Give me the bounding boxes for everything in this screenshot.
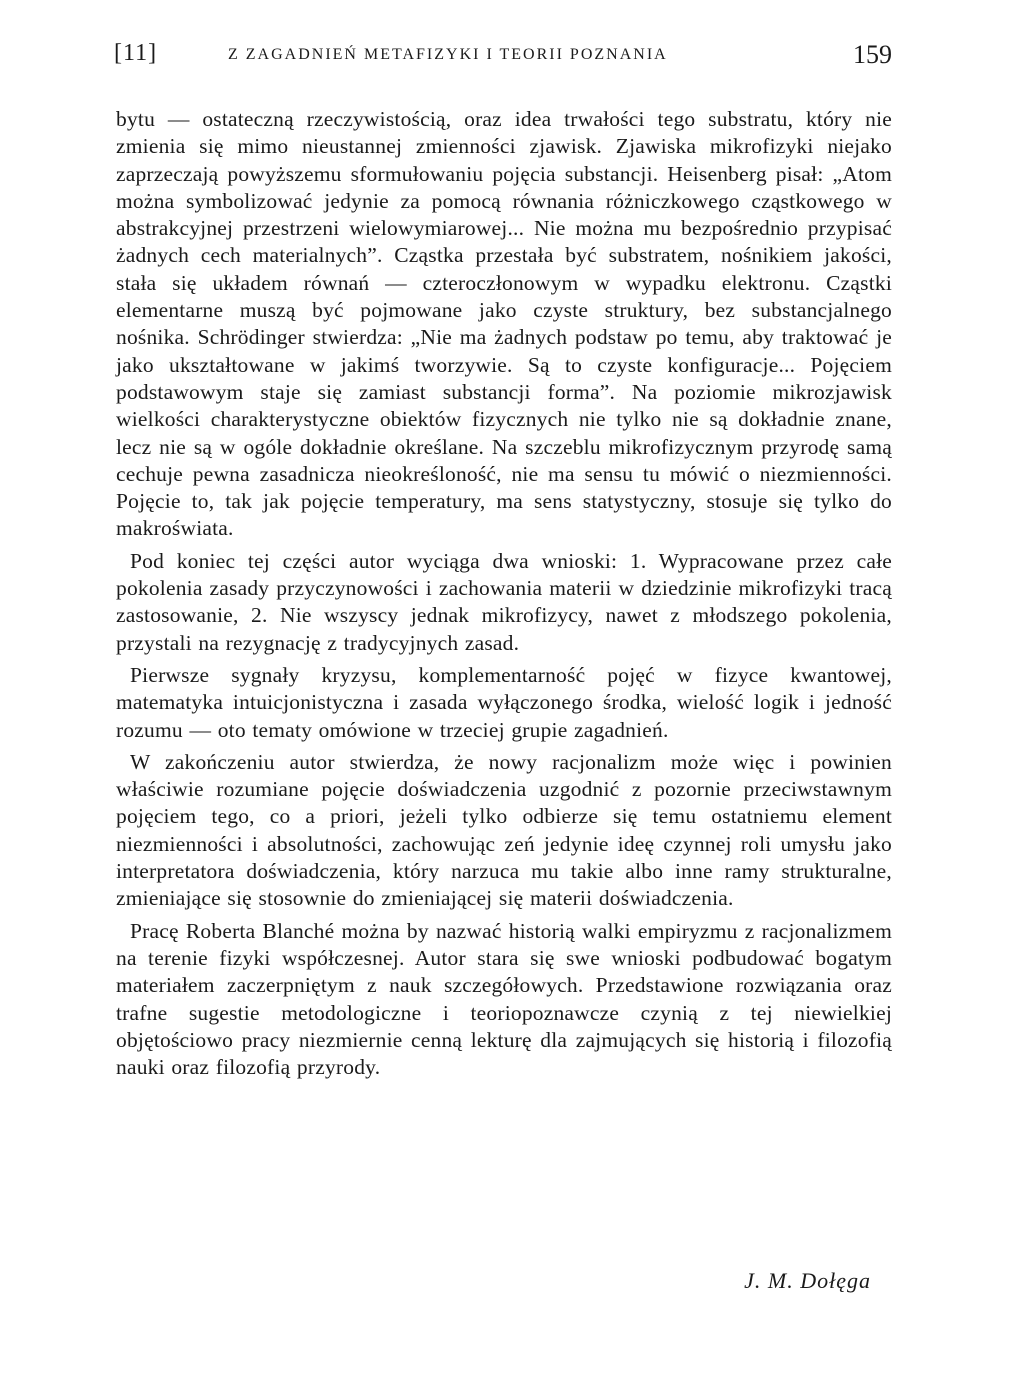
body-text	[116, 106, 892, 1086]
paragraph-crisis-signals: Pierwsze sygnały kryzysu, komplementarność pojęć w fizyce kwantowej, matematyka intuicjonistyczna i zasada wyłączonego środka, wielość logik i jedność rozumu — oto tematy omówione w trzeciej grupie zagadnień.	[116, 662, 892, 742]
page-header	[114, 40, 892, 76]
paragraph-conclusions: Pod koniec tej części autor wyciąga dwa wnioski: 1. Wypracowane przez całe pokolenia zasady przyczynowości i zachowania materii w dziedzinie mikrofizyki tracą zastosowanie, 2. Nie wszyscy jednak mikrofizycy, nawet z młodszego pokolenia, przystali na rezygnację z tradycyjnych zasad.	[116, 548, 892, 655]
page-number: 159	[853, 40, 892, 69]
paragraph-continuation: bytu — ostateczną rzeczywistością, oraz idea trwałości tego substratu, który nie zmienia się mimo nieustannej zmienności zjawisk. Zjawiska mikrofizyki niejako zaprzeczają powyższemu sformułowaniu pojęcia substancji. Heisenberg pisał: „Atom można symbolizować jedynie za pomocą równania różniczkowego cząstkowego w abstrakcyjnej przestrzeni wielowymiarowej... Nie można mu bezpośrednio przypisać żadnych cech materialnych”. Cząstka przestała być substratem, nośnikiem jakości, stała się układem równań — czteroczłonowym w wypadku elektronu. Cząstki elementarne muszą być pojmowane jako czyste struktury, bez substancjalnego nośnika. Schrödinger stwierdza: „Nie ma żadnych podstaw po temu, aby traktować je jako ukształtowane w jakimś tworzywie. Są to czyste konfiguracje... Pojęciem podstawowym staje się zamiast substancji forma”. Na poziomie mikrozjawisk wielkości charakterystyczne obiektów fizycznych nie tylko nie są dokładnie znane, lecz nie są w ogóle dokładnie określane. Na szczeblu mikrofizycznym przyrodę samą cechuje pewna zasadnicza nieokreśloność, nie ma sensu tu mówić o niezmienności. Pojęcie to, tak jak pojęcie temperatury, ma sens statystyczny, stosuje się tylko do makroświata.	[116, 107, 892, 541]
paragraph-evaluation: Pracę Roberta Blanché można by nazwać historią walki empiryzmu z racjonalizmem na terenie fizyki współczesnej. Autor stara się swe wnioski podbudować bogatym materiałem zaczerpniętym z nauk szczegółowych. Przedstawione rozwiązania oraz trafne sugestie metodologiczne i teoriopoznawcze czynią z tej niewielkiej objętościowo pracy niezmiernie cenną lekturę dla zajmujących się historią i filozofią nauki oraz filozofią przyrody.	[116, 918, 892, 1080]
paragraph-summary: W zakończeniu autor stwierdza, że nowy racjonalizm może więc i powinien właściwie rozumiane pojęcie doświadczenia uzgodnić z pozornie przeciwstawnym pojęciem tego, co a priori, jeżeli tylko odbierze się temu ostatniemu element niezmienności i absolutności, zachowując zeń jedynie ideę czynnej roli umysłu jako interpretatora doświadczenia, który narzuca mu takie albo inne ramy strukturalne, zmieniające się stosownie do zmieniającej się materii doświadczenia.	[116, 749, 892, 911]
section-number: [11]	[114, 40, 158, 66]
running-title: Z ZAGADNIEŃ METAFIZYKI I TEORII POZNANIA	[228, 46, 668, 63]
author-signature: J. M. Dołęga	[744, 1268, 871, 1293]
